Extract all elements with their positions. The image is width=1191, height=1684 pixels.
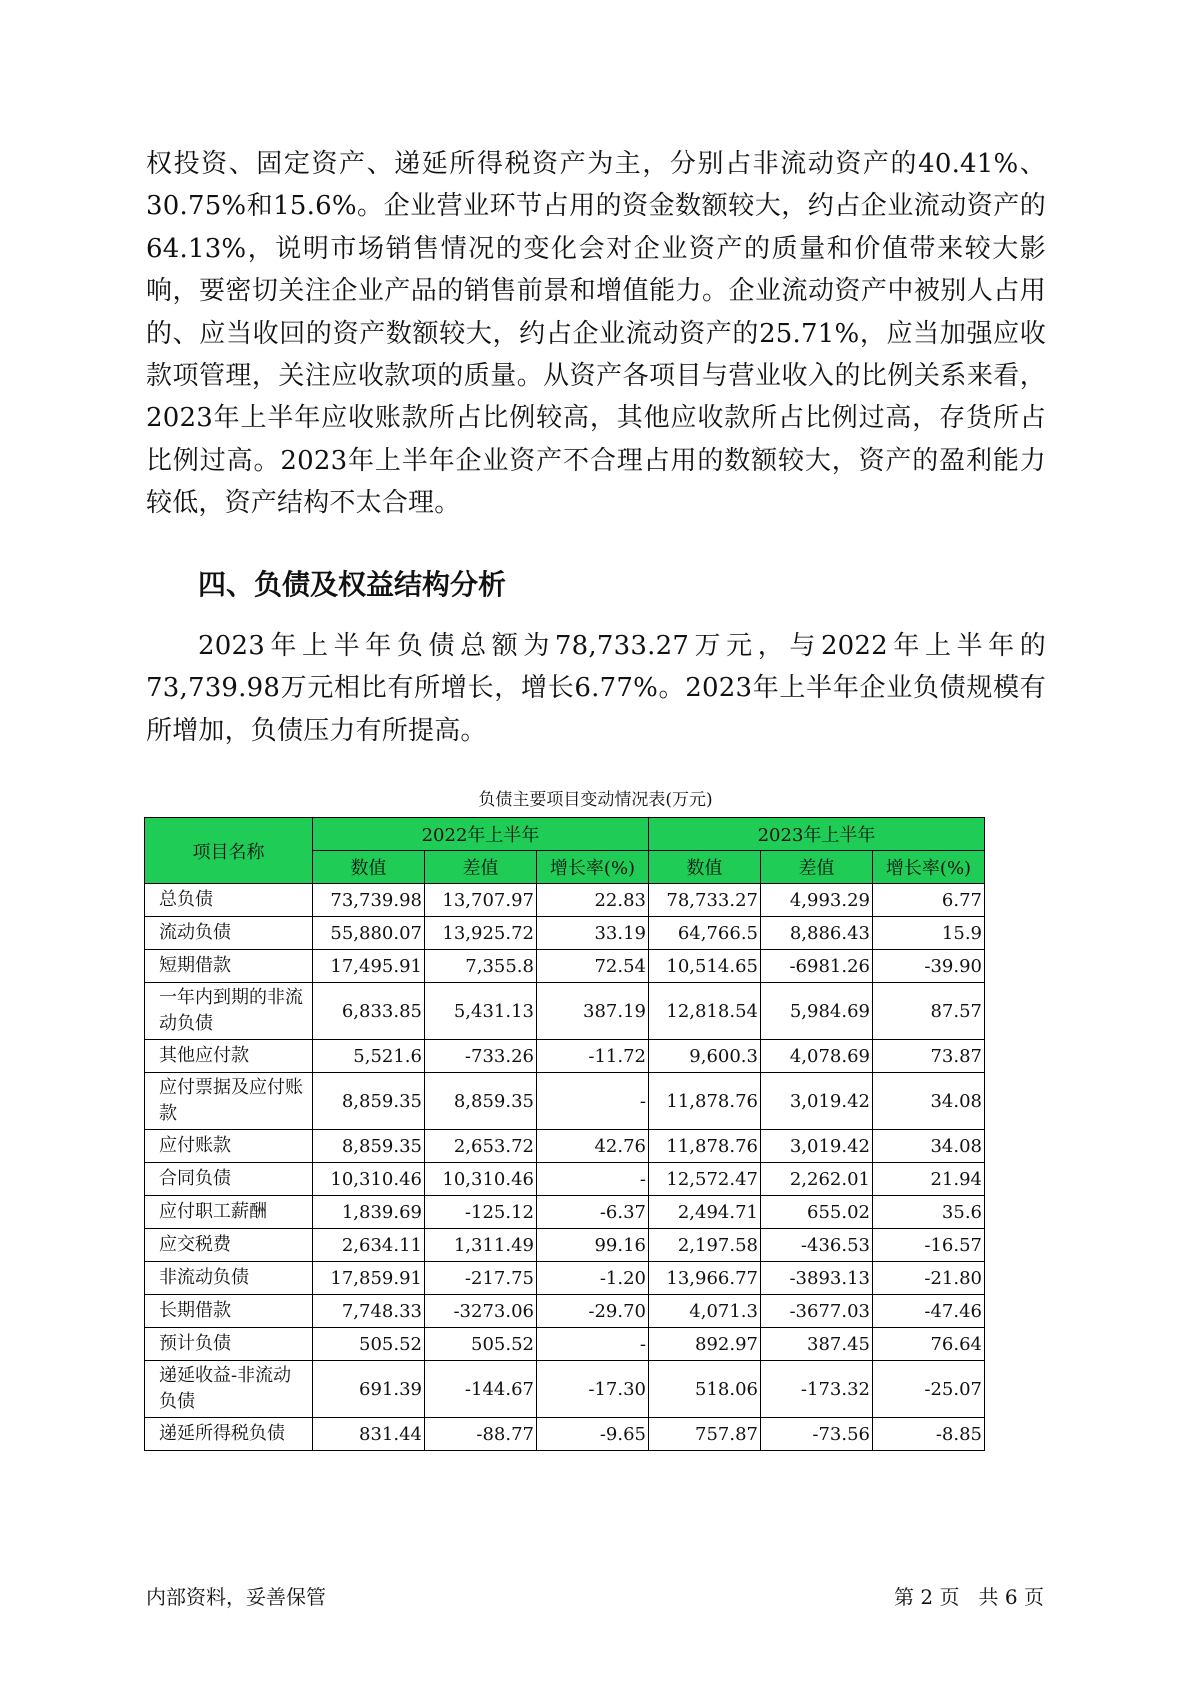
row-value-cell: 7,748.33 bbox=[313, 1295, 425, 1328]
header-rate-2023: 增长率(%) bbox=[873, 851, 985, 884]
row-item-name: 应付职工薪酬 bbox=[145, 1196, 313, 1229]
table-row bbox=[145, 983, 985, 1040]
row-value-cell: 3,019.42 bbox=[761, 1130, 873, 1163]
row-value-cell: 10,310.46 bbox=[313, 1163, 425, 1196]
row-value-cell: 78,733.27 bbox=[649, 884, 761, 917]
row-value-cell: 2,653.72 bbox=[425, 1130, 537, 1163]
row-item-name: 长期借款 bbox=[145, 1295, 313, 1328]
table-caption: 负债主要项目变动情况表(万元) bbox=[478, 790, 713, 810]
analysis-paragraph bbox=[146, 143, 1046, 525]
table-row bbox=[145, 1073, 985, 1130]
row-value-cell: - bbox=[537, 1073, 649, 1130]
table-row bbox=[145, 1262, 985, 1295]
row-value-cell: 1,839.69 bbox=[313, 1196, 425, 1229]
row-value-cell: 4,071.3 bbox=[649, 1295, 761, 1328]
row-value-cell: 15.9 bbox=[873, 917, 985, 950]
row-value-cell: -144.67 bbox=[425, 1361, 537, 1418]
row-value-cell: 6.77 bbox=[873, 884, 985, 917]
row-item-name: 递延收益-非流动负债 bbox=[145, 1361, 313, 1418]
row-value-cell: -6.37 bbox=[537, 1196, 649, 1229]
table-row bbox=[145, 1361, 985, 1418]
row-value-cell: 892.97 bbox=[649, 1328, 761, 1361]
row-value-cell: 55,880.07 bbox=[313, 917, 425, 950]
header-value-2023: 数值 bbox=[649, 851, 761, 884]
row-value-cell: 13,925.72 bbox=[425, 917, 537, 950]
table-row bbox=[145, 1328, 985, 1361]
row-value-cell: 34.08 bbox=[873, 1073, 985, 1130]
row-value-cell: 76.64 bbox=[873, 1328, 985, 1361]
row-value-cell: 17,495.91 bbox=[313, 950, 425, 983]
header-diff-2023: 差值 bbox=[761, 851, 873, 884]
table-body bbox=[145, 884, 985, 1451]
row-value-cell: 22.83 bbox=[537, 884, 649, 917]
table-row bbox=[145, 917, 985, 950]
row-value-cell: -17.30 bbox=[537, 1361, 649, 1418]
row-value-cell: -11.72 bbox=[537, 1040, 649, 1073]
row-value-cell: 4,993.29 bbox=[761, 884, 873, 917]
header-value-2022: 数值 bbox=[313, 851, 425, 884]
row-value-cell: -73.56 bbox=[761, 1418, 873, 1451]
row-value-cell: 5,521.6 bbox=[313, 1040, 425, 1073]
liability-table bbox=[144, 817, 985, 1451]
table-row bbox=[145, 1229, 985, 1262]
row-item-name: 非流动负债 bbox=[145, 1262, 313, 1295]
row-value-cell: -25.07 bbox=[873, 1361, 985, 1418]
row-value-cell: 11,878.76 bbox=[649, 1073, 761, 1130]
row-value-cell: 10,310.46 bbox=[425, 1163, 537, 1196]
row-value-cell: 33.19 bbox=[537, 917, 649, 950]
row-item-name: 总负债 bbox=[145, 884, 313, 917]
row-value-cell: -21.80 bbox=[873, 1262, 985, 1295]
header-diff-2022: 差值 bbox=[425, 851, 537, 884]
row-item-name: 其他应付款 bbox=[145, 1040, 313, 1073]
row-value-cell: -6981.26 bbox=[761, 950, 873, 983]
row-value-cell: -3677.03 bbox=[761, 1295, 873, 1328]
row-value-cell: 64,766.5 bbox=[649, 917, 761, 950]
table-row bbox=[145, 1295, 985, 1328]
row-item-name: 预计负债 bbox=[145, 1328, 313, 1361]
row-value-cell: -88.77 bbox=[425, 1418, 537, 1451]
row-item-name: 合同负债 bbox=[145, 1163, 313, 1196]
row-value-cell: 73.87 bbox=[873, 1040, 985, 1073]
row-value-cell: 73,739.98 bbox=[313, 884, 425, 917]
row-value-cell: 387.45 bbox=[761, 1328, 873, 1361]
table-row bbox=[145, 1418, 985, 1451]
row-value-cell: 2,262.01 bbox=[761, 1163, 873, 1196]
row-value-cell: 12,572.47 bbox=[649, 1163, 761, 1196]
table-row bbox=[145, 950, 985, 983]
row-value-cell: 5,984.69 bbox=[761, 983, 873, 1040]
row-value-cell: -1.20 bbox=[537, 1262, 649, 1295]
row-value-cell: 72.54 bbox=[537, 950, 649, 983]
footer-confidential: 内部资料，妥善保管 bbox=[146, 1585, 326, 1609]
row-value-cell: 13,707.97 bbox=[425, 884, 537, 917]
section-heading: 四、负债及权益结构分析 bbox=[198, 568, 507, 601]
row-value-cell: 8,859.35 bbox=[313, 1130, 425, 1163]
row-value-cell: 387.19 bbox=[537, 983, 649, 1040]
paragraph-text: 2023年上半年负债总额为78,733.27万元，与2022年上半年的73,739.98万元相比有所增长，增长6.77%。2023年上半年企业负债规模有所增加，负债压力有所提高。 bbox=[146, 631, 1046, 746]
row-value-cell: 42.76 bbox=[537, 1130, 649, 1163]
table-row bbox=[145, 884, 985, 917]
row-value-cell: -29.70 bbox=[537, 1295, 649, 1328]
row-value-cell: -8.85 bbox=[873, 1418, 985, 1451]
row-value-cell: -16.57 bbox=[873, 1229, 985, 1262]
row-value-cell: 9,600.3 bbox=[649, 1040, 761, 1073]
row-value-cell: 505.52 bbox=[425, 1328, 537, 1361]
row-value-cell: 8,859.35 bbox=[313, 1073, 425, 1130]
row-value-cell: 4,078.69 bbox=[761, 1040, 873, 1073]
row-value-cell: 8,859.35 bbox=[425, 1073, 537, 1130]
row-item-name: 应交税费 bbox=[145, 1229, 313, 1262]
row-value-cell: 518.06 bbox=[649, 1361, 761, 1418]
row-value-cell: 5,431.13 bbox=[425, 983, 537, 1040]
row-item-name: 短期借款 bbox=[145, 950, 313, 983]
row-item-name: 应付票据及应付账款 bbox=[145, 1073, 313, 1130]
row-item-name: 应付账款 bbox=[145, 1130, 313, 1163]
row-value-cell: 655.02 bbox=[761, 1196, 873, 1229]
row-value-cell: 2,494.71 bbox=[649, 1196, 761, 1229]
row-value-cell: 8,886.43 bbox=[761, 917, 873, 950]
row-value-cell: 35.6 bbox=[873, 1196, 985, 1229]
row-value-cell: -173.32 bbox=[761, 1361, 873, 1418]
row-value-cell: 757.87 bbox=[649, 1418, 761, 1451]
header-item-name: 项目名称 bbox=[145, 818, 313, 884]
row-value-cell: 13,966.77 bbox=[649, 1262, 761, 1295]
row-value-cell: -217.75 bbox=[425, 1262, 537, 1295]
row-value-cell: 505.52 bbox=[313, 1328, 425, 1361]
row-value-cell: -9.65 bbox=[537, 1418, 649, 1451]
row-value-cell: -39.90 bbox=[873, 950, 985, 983]
row-value-cell: -3273.06 bbox=[425, 1295, 537, 1328]
row-value-cell: - bbox=[537, 1328, 649, 1361]
paragraph-text: 权投资、固定资产、递延所得税资产为主，分别占非流动资产的40.41%、30.75%和15.6%。企业营业环节占用的资金数额较大，约占企业流动资产的64.13%，说明市场销售情况的变化会对企业资产的质量和价值带来较大影响，要密切关注企业产品的销售前景和增值能力。企业流动资产中被别人占用的、应当收回的资产数额较大，约占企业流动资产的25.71%，应当加强应收款项管理，关注应收款项的质量。从资产各项目与营业收入的比例关系来看，2023年上半年应收账款所占比例较高，其他应收款所占比例过高，存货所占比例过高。2023年上半年企业资产不合理占用的数额较大，资产的盈利能力较低，资产结构不太合理。 bbox=[146, 149, 1046, 519]
row-value-cell: -125.12 bbox=[425, 1196, 537, 1229]
table-row bbox=[145, 1196, 985, 1229]
row-item-name: 流动负债 bbox=[145, 917, 313, 950]
table-row bbox=[145, 1163, 985, 1196]
row-value-cell: 7,355.8 bbox=[425, 950, 537, 983]
row-value-cell: 87.57 bbox=[873, 983, 985, 1040]
row-value-cell: 21.94 bbox=[873, 1163, 985, 1196]
row-value-cell: -47.46 bbox=[873, 1295, 985, 1328]
table-row bbox=[145, 1130, 985, 1163]
row-value-cell: -733.26 bbox=[425, 1040, 537, 1073]
row-value-cell: 34.08 bbox=[873, 1130, 985, 1163]
table-header-row bbox=[145, 818, 985, 851]
row-value-cell: -436.53 bbox=[761, 1229, 873, 1262]
row-value-cell: 17,859.91 bbox=[313, 1262, 425, 1295]
row-item-name: 一年内到期的非流动负债 bbox=[145, 983, 313, 1040]
table-row bbox=[145, 1040, 985, 1073]
row-value-cell: 1,311.49 bbox=[425, 1229, 537, 1262]
row-value-cell: -3893.13 bbox=[761, 1262, 873, 1295]
row-value-cell: 691.39 bbox=[313, 1361, 425, 1418]
row-value-cell: 99.16 bbox=[537, 1229, 649, 1262]
row-value-cell: - bbox=[537, 1163, 649, 1196]
footer-page-number: 第 2 页 共 6 页 bbox=[894, 1585, 1044, 1609]
row-item-name: 递延所得税负债 bbox=[145, 1418, 313, 1451]
row-value-cell: 11,878.76 bbox=[649, 1130, 761, 1163]
row-value-cell: 831.44 bbox=[313, 1418, 425, 1451]
header-period-2023: 2023年上半年 bbox=[649, 818, 985, 851]
row-value-cell: 10,514.65 bbox=[649, 950, 761, 983]
row-value-cell: 2,197.58 bbox=[649, 1229, 761, 1262]
row-value-cell: 6,833.85 bbox=[313, 983, 425, 1040]
header-rate-2022: 增长率(%) bbox=[537, 851, 649, 884]
liability-summary-paragraph bbox=[146, 625, 1046, 752]
row-value-cell: 2,634.11 bbox=[313, 1229, 425, 1262]
header-period-2022: 2022年上半年 bbox=[313, 818, 649, 851]
row-value-cell: 12,818.54 bbox=[649, 983, 761, 1040]
row-value-cell: 3,019.42 bbox=[761, 1073, 873, 1130]
